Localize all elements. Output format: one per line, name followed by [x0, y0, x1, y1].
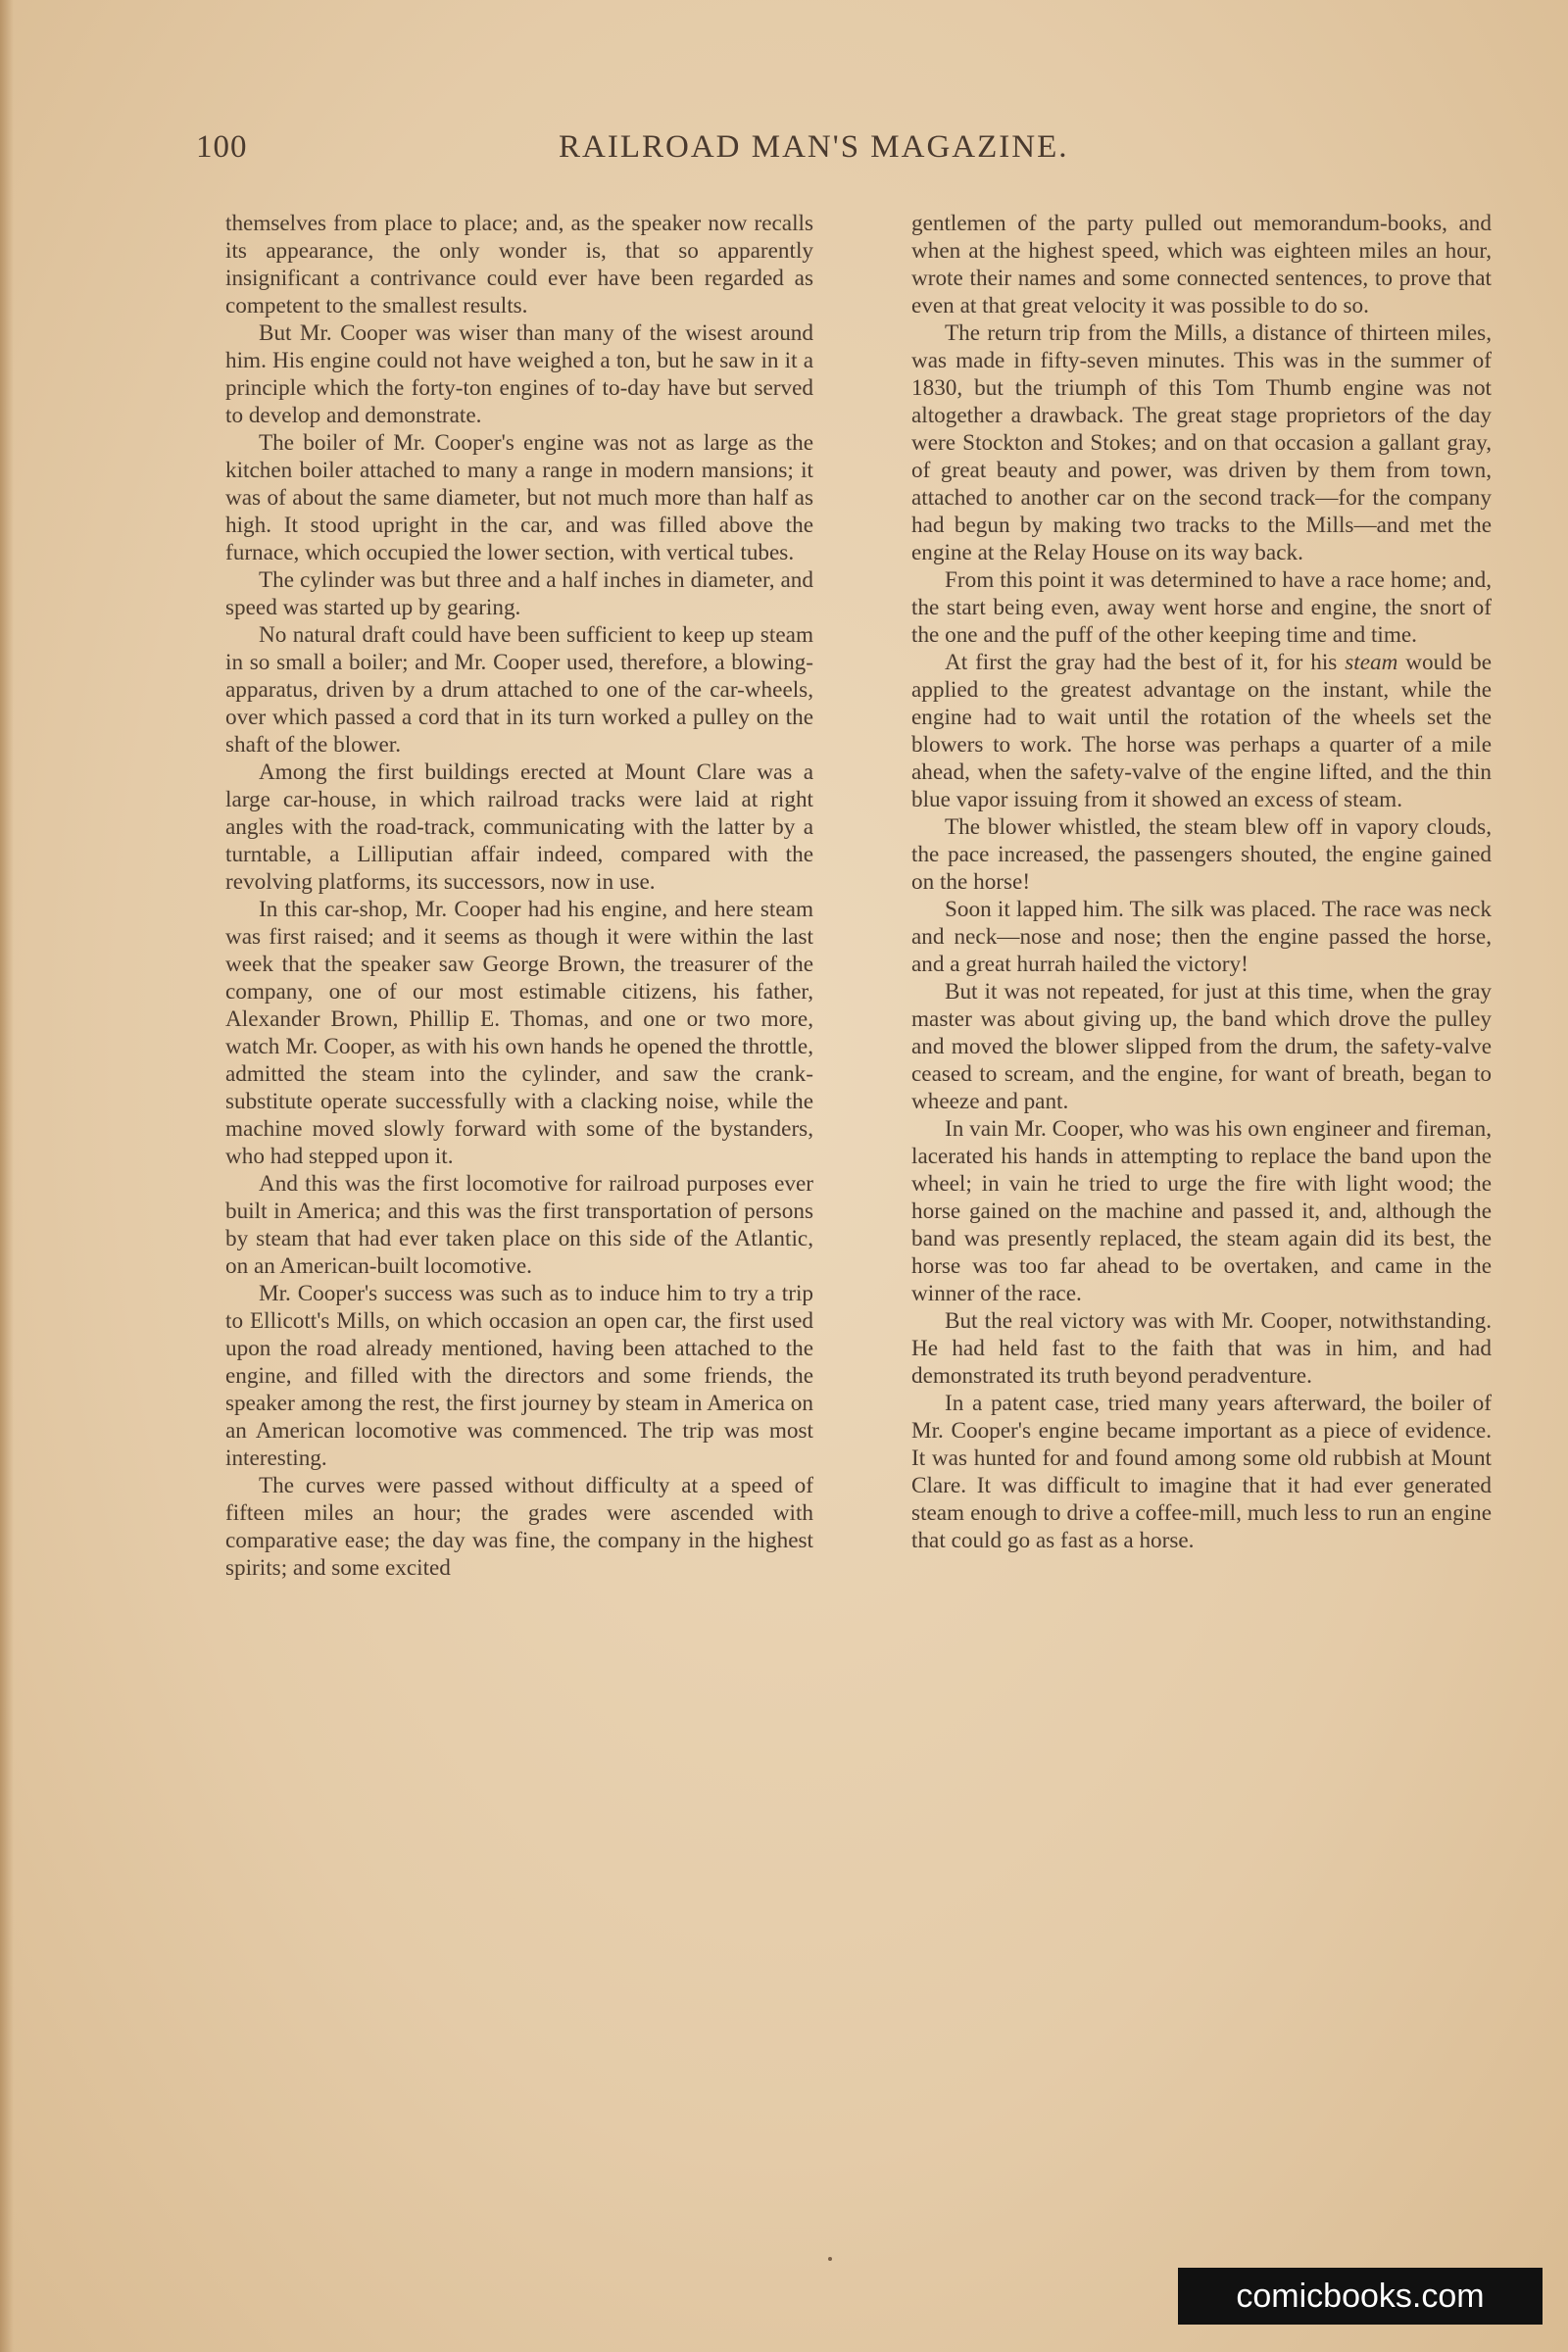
paragraph: The boiler of Mr. Cooper's engine was not as large as the kitchen boiler attached to many a range in modern mansions; it was of about the same diameter, but not much more than half as high. It stood upright in the car, and was filled above the furnace, which occupied the lower section, with vertical tubes.: [225, 430, 813, 565]
paragraph: At first the gray had the best of it, for his steam would be applied to the greatest advantage on the instant, while the engine had to wait until the rotation of the wheels set the blowers to work. The horse was perhaps a quarter of a mile ahead, when the safety-valve of the engine lifted, and the thin blue vapor issuing from it showed an excess of steam.: [911, 650, 1492, 812]
page-edge-shadow: [0, 0, 14, 2352]
running-title: RAILROAD MAN'S MAGAZINE.: [559, 129, 1069, 165]
paragraph: Among the first buildings erected at Mount Clare was a large car-house, in which railroad tracks were laid at right angles with the road-track, communicating with the latter by a turntable, a Lilliputian affair indeed, compared with the revolving platforms, its successors, now in use.: [225, 760, 813, 895]
paragraph: The blower whistled, the steam blew off in vapory clouds, the pace increased, the passengers shouted, the engine gained on the horse!: [911, 814, 1492, 895]
paragraph: But it was not repeated, for just at this time, when the gray master was about giving up, the band which drove the pulley and moved the blower slipped from the drum, the safety-valve ceased to scream, and the engine, for want of breath, began to wheeze and pant.: [911, 979, 1492, 1114]
paragraph: gentlemen of the party pulled out memorandum-books, and when at the highest speed, which was eighteen miles an hour, wrote their names and some connected sentences, to prove that even at that great velocity it was possible to do so.: [911, 211, 1492, 318]
watermark: comicbooks.com: [1178, 2268, 1543, 2325]
paragraph: In this car-shop, Mr. Cooper had his engine, and here steam was first raised; and it seems as though it were within the last week that the speaker saw George Brown, the treasurer of the company, one of our most estimable citizens, his father, Alexander Brown, Phillip E. Thomas, and one or two more, watch Mr. Cooper, as with his own hands he opened the throttle, admitted the steam into the cylinder, and saw the crank-substitute operate successfully with a clacking noise, while the machine moved slowly forward with some of the bystanders, who had stepped upon it.: [225, 897, 813, 1169]
page-number: 100: [196, 129, 248, 165]
paragraph: But Mr. Cooper was wiser than many of the wisest around him. His engine could not have weighed a ton, but he saw in it a principle which the forty-ton engines of to-day have but served to develop and demonstrate.: [225, 320, 813, 428]
right-column: [911, 210, 1492, 1554]
paragraph: In a patent case, tried many years afterward, the boiler of Mr. Cooper's engine became important as a piece of evidence. It was hunted for and found among some old rubbish at Mount Clare. It was difficult to imagine that it had ever generated steam enough to drive a coffee-mill, much less to run an engine that could go as fast as a horse.: [911, 1391, 1492, 1553]
ink-speck: [828, 2257, 832, 2261]
left-column: [225, 210, 813, 1582]
page-header: [196, 129, 1372, 178]
paragraph: And this was the first locomotive for railroad purposes ever built in America; and this was the first transportation of persons by steam that had ever taken place on this side of the Atlantic, on an American-built locomotive.: [225, 1171, 813, 1279]
paragraph: No natural draft could have been sufficient to keep up steam in so small a boiler; and Mr. Cooper used, therefore, a blowing-apparatus, driven by a drum attached to one of the car-wheels, over which passed a cord that in its turn worked a pulley on the shaft of the blower.: [225, 622, 813, 758]
paragraph: Mr. Cooper's success was such as to induce him to try a trip to Ellicott's Mills, on which occasion an open car, the first used upon the road already mentioned, having been attached to the engine, and filled with the directors and some friends, the speaker among the rest, the first journey by steam in America on an American locomotive was commenced. The trip was most interesting.: [225, 1281, 813, 1471]
paragraph: The curves were passed without difficulty at a speed of fifteen miles an hour; the grades were ascended with comparative ease; the day was fine, the company in the highest spirits; and some excited: [225, 1473, 813, 1581]
paragraph: The cylinder was but three and a half inches in diameter, and speed was started up by gearing.: [225, 567, 813, 620]
paragraph: themselves from place to place; and, as the speaker now recalls its appearance, the only wonder is, that so apparently insignificant a contrivance could ever have been regarded as competent to the smallest results.: [225, 211, 813, 318]
paragraph: But the real victory was with Mr. Cooper, notwithstanding. He had held fast to the faith that was in him, and had demonstrated its truth beyond peradventure.: [911, 1308, 1492, 1389]
paragraph: The return trip from the Mills, a distance of thirteen miles, was made in fifty-seven minutes. This was in the summer of 1830, but the triumph of this Tom Thumb engine was not altogether a drawback. The great stage proprietors of the day were Stockton and Stokes; and on that occasion a gallant gray, of great beauty and power, was driven by them from town, attached to another car on the second track—for the company had begun by making two tracks to the Mills—and met the engine at the Relay House on its way back.: [911, 320, 1492, 565]
emphasis: steam: [1345, 650, 1398, 675]
paragraph: From this point it was determined to have a race home; and, the start being even, away went horse and engine, the snort of the one and the puff of the other keeping time and time.: [911, 567, 1492, 648]
paragraph: Soon it lapped him. The silk was placed. The race was neck and neck—nose and nose; then the engine passed the horse, and a great hurrah hailed the victory!: [911, 897, 1492, 977]
paragraph: In vain Mr. Cooper, who was his own engineer and fireman, lacerated his hands in attempting to replace the band upon the wheel; in vain he tried to urge the fire with light wood; the horse gained on the machine and passed it, and, although the band was presently replaced, the steam again did its best, the horse was too far ahead to be overtaken, and came in the winner of the race.: [911, 1116, 1492, 1306]
